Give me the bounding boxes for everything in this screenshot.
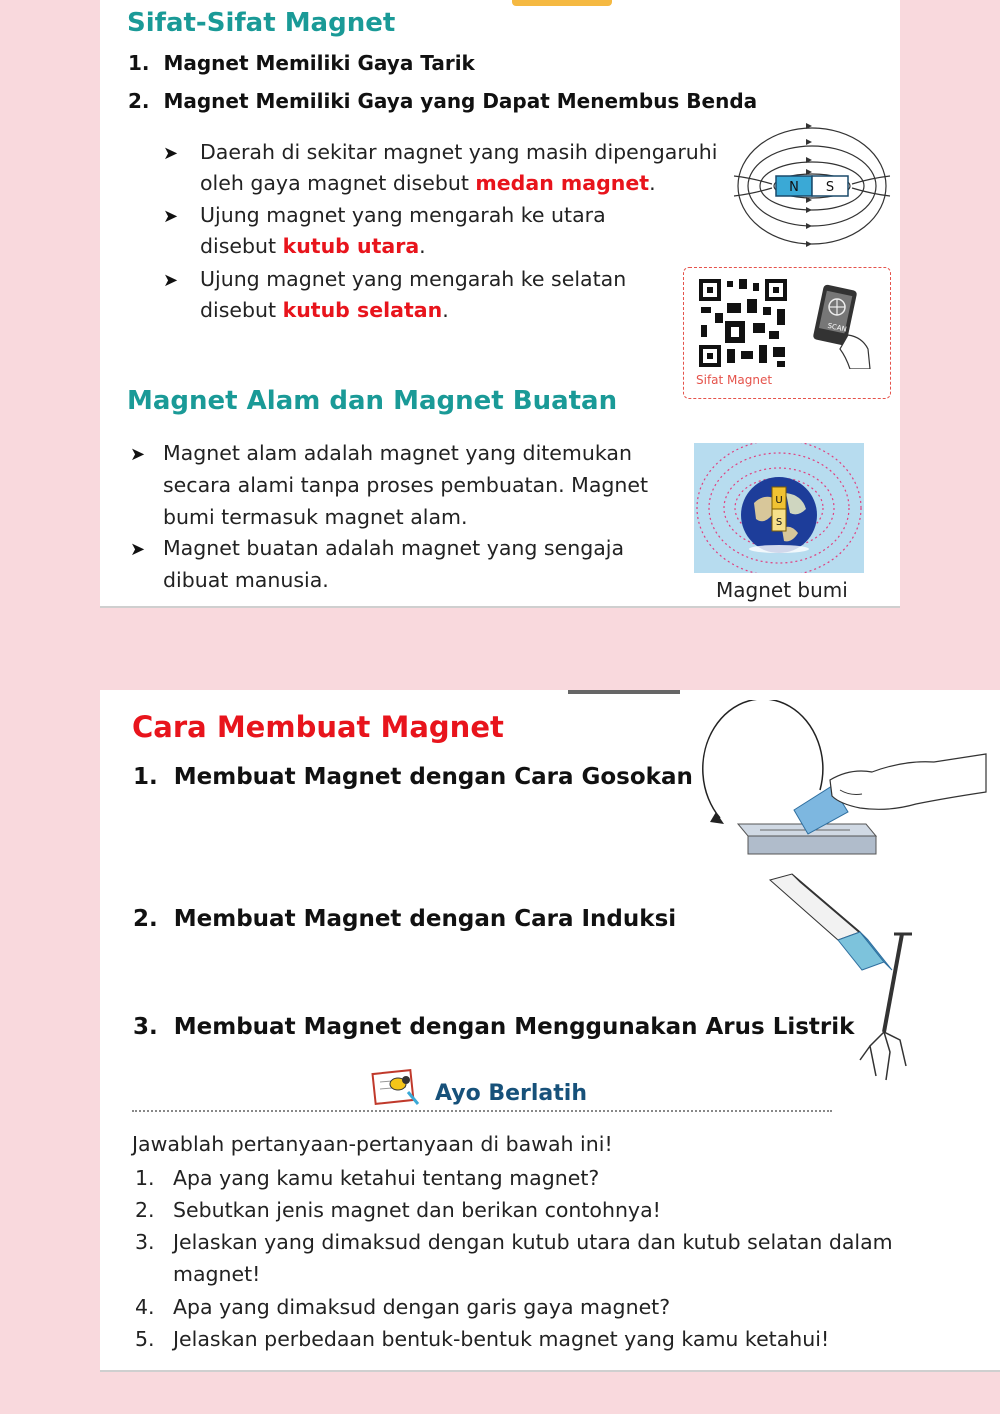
question-3-line1: Jelaskan yang dimaksud dengan kutub utara dan kutub selatan dalam [173, 1230, 893, 1254]
bullet-selatan-line1: Ujung magnet yang mengarah ke selatan [200, 267, 627, 291]
arrow-bullet-icon: ➤ [163, 206, 179, 227]
bullet-utara-line1: Ujung magnet yang mengarah ke utara [200, 203, 606, 227]
arrow-bullet-icon: ➤ [130, 444, 146, 465]
method-3: 3. Membuat Magnet dengan Menggunakan Arus Listrik [133, 1014, 855, 1040]
tab-marker [568, 690, 680, 694]
north-pole-label: N [789, 180, 799, 195]
svg-text:U: U [775, 495, 783, 506]
practice-intro: Jawablah pertanyaan-pertanyaan di bawah ini! [132, 1132, 613, 1156]
method-1: 1. Membuat Magnet dengan Cara Gosokan [133, 764, 693, 790]
bullet-medan-line2: oleh gaya magnet disebut medan magnet. [200, 171, 656, 195]
method-2: 2. Membuat Magnet dengan Cara Induksi [133, 906, 677, 932]
page-card-sifat-magnet [100, 0, 900, 608]
bullet-alam-line2: secara alami tanpa proses pembuatan. Magnet [163, 473, 649, 497]
question-number: 3. [135, 1230, 155, 1254]
arrow-bullet-icon: ➤ [163, 270, 179, 291]
question-number: 4. [135, 1295, 155, 1319]
question-3-line2: magnet! [173, 1262, 261, 1286]
scan-phone-icon [810, 283, 872, 369]
arrow-bullet-icon: ➤ [130, 539, 146, 560]
item-2: 2. Magnet Memiliki Gaya yang Dapat Menembus Benda [128, 89, 758, 113]
bullet-utara-line2: disebut kutub utara. [200, 234, 426, 258]
question-number: 2. [135, 1198, 155, 1222]
bullet-medan-line1: Daerah di sekitar magnet yang masih dipengaruhi [200, 140, 718, 164]
bullet-selatan-line2: disebut kutub selatan. [200, 298, 449, 322]
svg-text:SCAN: SCAN [826, 321, 848, 334]
qr-caption: Sifat Magnet [696, 373, 773, 387]
question-2: Sebutkan jenis magnet dan berikan contohnya! [173, 1198, 661, 1222]
practice-divider [132, 1110, 832, 1112]
question-4: Apa yang dimaksud dengan garis gaya magnet? [173, 1295, 671, 1319]
tab-marker [512, 0, 612, 6]
question-1: Apa yang kamu ketahui tentang magnet? [173, 1166, 600, 1190]
bullet-alam-line3: bumi termasuk magnet alam. [163, 505, 468, 529]
south-pole-label: S [825, 180, 835, 195]
section-title-cara: Cara Membuat Magnet [132, 710, 504, 744]
practice-icon [368, 1062, 422, 1110]
rubbing-method-illustration [690, 700, 990, 870]
question-5: Jelaskan perbedaan bentuk-bentuk magnet yang kamu ketahui! [173, 1327, 830, 1351]
magnetic-field-diagram [732, 118, 892, 258]
item-1: 1. Magnet Memiliki Gaya Tarik [128, 51, 475, 75]
question-number: 5. [135, 1327, 155, 1351]
induction-method-illustration [760, 870, 930, 1090]
bullet-alam-line1: Magnet alam adalah magnet yang ditemukan [163, 441, 632, 465]
bullet-buatan-line1: Magnet buatan adalah magnet yang sengaja [163, 536, 625, 560]
practice-title: Ayo Berlatih [435, 1081, 588, 1106]
svg-text:S: S [775, 517, 783, 528]
qr-code-icon[interactable] [697, 277, 789, 369]
arrow-bullet-icon: ➤ [163, 143, 179, 164]
earth-magnet-image [694, 443, 864, 573]
question-number: 1. [135, 1166, 155, 1190]
page-card-cara-membuat [100, 690, 1000, 1372]
bullet-buatan-line2: dibuat manusia. [163, 568, 329, 592]
section-title-alam-buatan: Magnet Alam dan Magnet Buatan [127, 386, 618, 416]
earth-caption: Magnet bumi [716, 578, 848, 602]
section-title-sifat: Sifat-Sifat Magnet [127, 8, 396, 38]
